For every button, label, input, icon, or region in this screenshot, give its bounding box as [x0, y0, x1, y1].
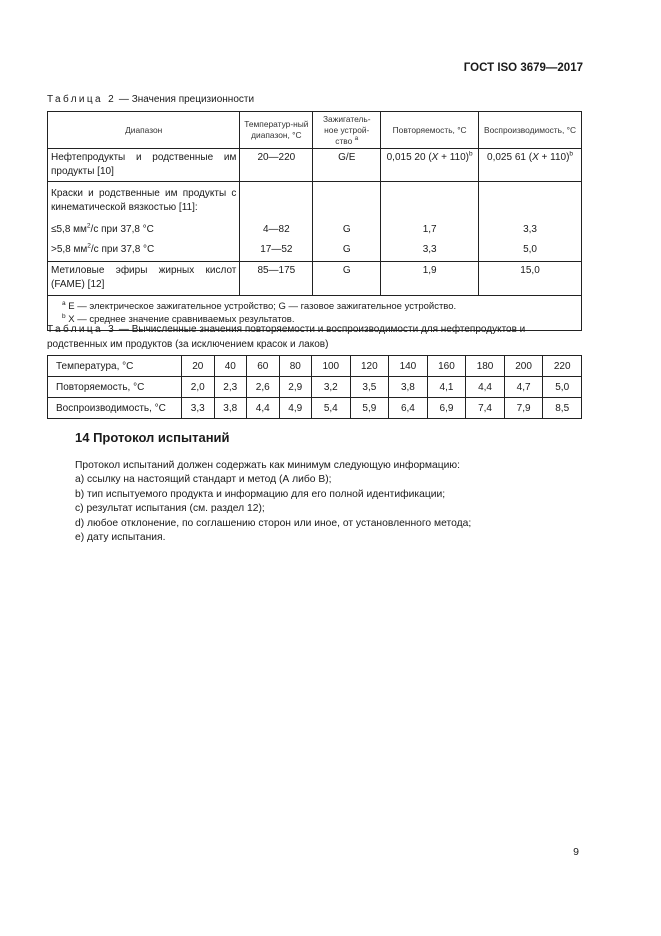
range-cell: ≤5,8 $мм^2/с$ при 37,8 °С: [48, 217, 240, 239]
value-cell: 5,0: [543, 377, 582, 398]
row-label: Воспроизводимость, °С: [48, 398, 182, 419]
section-intro: Протокол испытаний должен содержать как минимум следующую информацию:: [75, 460, 460, 471]
header-ignition-device: [313, 112, 381, 149]
footnote-ref-b: b: [469, 150, 473, 158]
table-row: [48, 239, 582, 262]
ignition-cell: G: [313, 217, 381, 239]
footnote-ref-a: a: [354, 134, 359, 142]
table-row: [48, 398, 582, 419]
rep-formula-b: + 110): [438, 152, 470, 163]
repro-formula-x: X: [532, 152, 539, 163]
value-cell: 100: [312, 356, 351, 377]
ignition-cell: G: [313, 239, 381, 262]
value-cell: 7,9: [504, 398, 543, 419]
table-row: [48, 356, 582, 377]
rep-formula-a: 0,015 20 (: [386, 152, 432, 163]
list-item: e) дату испытания.: [75, 532, 166, 544]
value-cell: 20: [182, 356, 215, 377]
value-cell: 4,4: [247, 398, 280, 419]
value-cell: 2,9: [279, 377, 312, 398]
row-label: Повторяемость, °С: [48, 377, 182, 398]
table3-caption-text: — Вычисленные значения повторяемости и воспроизводимости для нефтепродуктов и родственных им продуктов (за исключением красок и лаков): [47, 324, 526, 350]
value-cell: 3,2: [312, 377, 351, 398]
value-cell: 40: [214, 356, 247, 377]
value-cell: 200: [504, 356, 543, 377]
header-reproducibility: Воспроизводимость, °С: [479, 112, 582, 149]
table-row: [48, 149, 582, 182]
value-cell: 120: [350, 356, 389, 377]
precision-table: [47, 111, 582, 331]
temp-cell: 85—175: [240, 262, 313, 296]
value-cell: 3,8: [214, 398, 247, 419]
repeatability-cell: 1,9: [381, 262, 479, 296]
footnote-b: $^b$ X — среднее значение сравниваемых результатов.: [62, 312, 295, 325]
value-cell: 2,0: [182, 377, 215, 398]
range-cell: >5,8 $мм^2/с$ при 37,8 °С: [48, 239, 240, 262]
footnote-ref-b: b: [569, 150, 574, 158]
reproducibility-cell: 15,0: [479, 262, 582, 296]
list-item: c) результат испытания (см. раздел 12);: [75, 503, 265, 515]
repeatability-cell: 1,7: [381, 217, 479, 239]
reproducibility-cell: 5,0: [479, 239, 582, 262]
document-code: ГОСТ ISO 3679—2017: [463, 62, 583, 74]
repro-formula-a: 0,025 61 (: [487, 152, 533, 163]
table-row: [48, 377, 582, 398]
reproducibility-cell: 3,3: [479, 217, 582, 239]
value-cell: 3,5: [350, 377, 389, 398]
ignition-cell: G/E: [313, 149, 381, 182]
value-cell: 140: [389, 356, 428, 377]
table2-caption: [47, 92, 254, 107]
value-cell: 180: [466, 356, 505, 377]
list-item: b) тип испытуемого продукта и информацию для его полной идентификации;: [75, 488, 446, 500]
repeatability-cell: [381, 149, 479, 182]
temp-cell: 4—82: [240, 217, 313, 239]
value-cell: 5,4: [312, 398, 351, 419]
requirements-list: [75, 473, 471, 546]
value-cell: 4,9: [279, 398, 312, 419]
table2-header-row: [48, 112, 582, 149]
value-cell: 4,1: [427, 377, 466, 398]
range-cell: Краски и родственные им продукты с кинематической вязкостью [11]:: [48, 182, 240, 218]
list-item: a) ссылку на настоящий стандарт и метод (А либо В);: [75, 474, 332, 485]
table3-caption-label: Таблица 3: [47, 324, 117, 335]
table2-caption-label: Таблица 2: [47, 94, 117, 105]
value-cell: 4,4: [466, 377, 505, 398]
value-cell: 6,9: [427, 398, 466, 419]
range-cell: Метиловые эфиры жирных кислот (FAME) [12]: [48, 262, 240, 296]
value-cell: 3,3: [182, 398, 215, 419]
value-cell: 2,3: [214, 377, 247, 398]
range-cell: Нефтепродукты и родственные им продукты [10]: [48, 149, 240, 182]
repro-formula-b: + 110): [538, 152, 570, 163]
table-row: [48, 262, 582, 296]
row-label: Температура, °С: [48, 356, 182, 377]
table2-caption-text: — Значения прецизионности: [116, 94, 255, 105]
repeatability-cell: 3,3: [381, 239, 479, 262]
value-cell: 220: [543, 356, 582, 377]
header-temp-range: Температур-ный диапазон, °С: [240, 112, 313, 149]
header-range: Диапазон: [48, 112, 240, 149]
page-number: 9: [573, 846, 579, 858]
ignition-cell: G: [313, 262, 381, 296]
header-ignition-text: Зажигатель-ное устрой-ство: [323, 113, 371, 146]
section-title: 14 Протокол испытаний: [75, 430, 230, 445]
value-cell: 7,4: [466, 398, 505, 419]
header-repeatability: Повторяемость, °С: [381, 112, 479, 149]
value-cell: 2,6: [247, 377, 280, 398]
temp-cell: 20—220: [240, 149, 313, 182]
value-cell: 8,5: [543, 398, 582, 419]
value-cell: 3,8: [389, 377, 428, 398]
value-cell: 6,4: [389, 398, 428, 419]
table-row: [48, 182, 582, 218]
list-item: d) любое отклонение, по соглашению сторон или иное, от установленного метода;: [75, 517, 472, 529]
value-cell: 5,9: [350, 398, 389, 419]
value-cell: 80: [279, 356, 312, 377]
temp-cell: 17—52: [240, 239, 313, 262]
reproducibility-cell: [479, 149, 582, 182]
rep-formula-x: X: [431, 152, 439, 163]
table-row: [48, 217, 582, 239]
value-cell: 160: [427, 356, 466, 377]
value-cell: 4,7: [504, 377, 543, 398]
footnote-a: $^a$ E — электрическое зажигательное устройство; G — газовое зажигательное устройство.: [62, 299, 457, 312]
value-cell: 60: [247, 356, 280, 377]
table3-caption: [47, 322, 587, 352]
calculated-values-table: [47, 355, 582, 419]
